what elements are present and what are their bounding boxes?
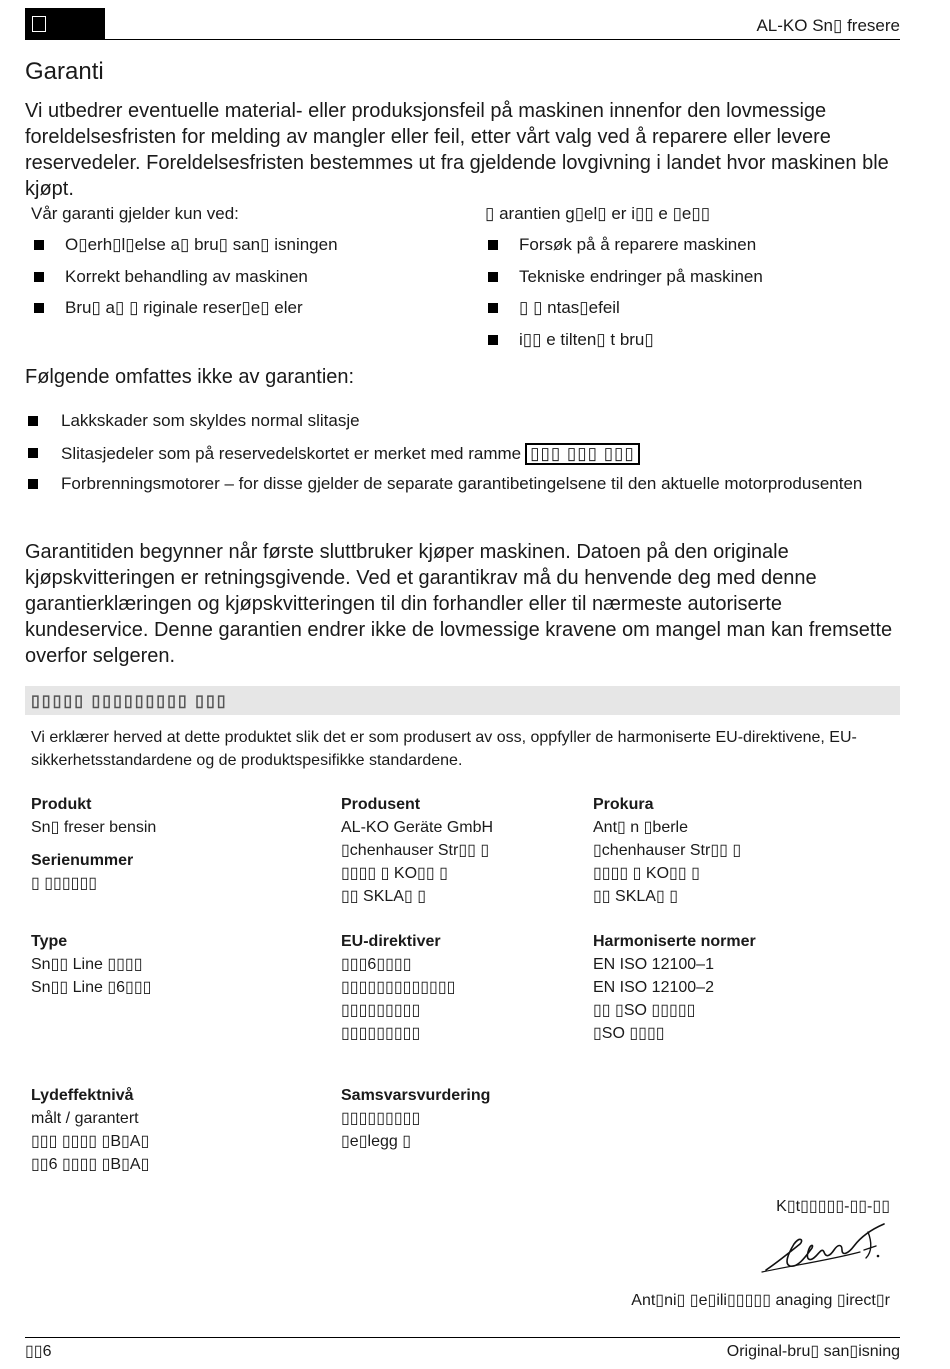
serial-value: ▯ ▯▯▯▯▯▯	[31, 875, 98, 892]
assessment-line: ▯▯▯▯▯▯▯▯▯	[341, 1110, 421, 1127]
list-item: Lakkskader som skyldes normal slitasje	[27, 411, 907, 443]
assessment-block	[341, 1084, 490, 1153]
conformity-title: ▯▯▯▯▯ ▯▯▯▯▯▯▯▯▯ ▯▯▯	[31, 693, 228, 710]
signer-name: Ant▯ni▯ ▯e▯ili▯▯▯▯▯ anaging ▯irect▯r	[631, 1292, 890, 1309]
manufacturer-line: ▯▯ SKLA▯ ▯	[341, 888, 427, 905]
signature-image	[760, 1222, 890, 1277]
conformity-title-bar	[25, 686, 900, 715]
exclusions-list	[27, 411, 907, 506]
list-item: Korrekt behandling av maskinen	[33, 267, 463, 299]
guarantee-void-list	[487, 235, 907, 361]
bullet-icon	[488, 240, 498, 250]
bullet-icon	[28, 448, 38, 458]
sound-line: ▯▯▯ ▯▯▯▯ ▯B▯A▯	[31, 1133, 150, 1150]
warranty-start-paragraph: Garantitiden begynner når første sluttbruker kjøper maskinen. Datoen på den originale kjøpskvitteringen er retningsgivende. Ved et garantikrav må du henvende deg med denne garantierklæringen og kjøpskvitteringen til din forhandler eller til nærmeste autoriserte kundeservice. Denne garantien endrer ikke de lovmessige kravene om mangel man kan fremsette overfor selgeren.	[25, 541, 893, 667]
language-flag-icon	[32, 16, 46, 32]
guarantee-valid-list	[33, 235, 463, 330]
type-block	[31, 930, 151, 999]
sound-sublabel: målt / garantert	[31, 1110, 139, 1127]
list-item: Forbrenningsmotorer – for disse gjelder de separate garantibetingelsene til den aktuelle motorprodusenten	[27, 474, 907, 506]
bullet-icon	[34, 303, 44, 313]
assessment-label: Samsvarsvurdering	[341, 1087, 491, 1104]
type-line: Sn▯▯ Line ▯6▯▯▯	[31, 979, 152, 996]
directive-line: ▯▯▯▯▯▯▯▯▯	[341, 1002, 421, 1019]
bullet-icon	[488, 272, 498, 282]
manufacturer-line: ▯▯▯▯ ▯ KO▯▯ ▯	[341, 865, 448, 882]
type-label: Type	[31, 933, 68, 950]
list-item: Tekniske endringer på maskinen	[487, 267, 907, 299]
section-title: Garanti	[25, 58, 104, 85]
directive-line: ▯▯▯▯▯▯▯▯▯	[341, 1025, 421, 1042]
header-divider	[25, 39, 900, 40]
serial-label: Serienummer	[31, 852, 134, 869]
prokura-block	[593, 793, 741, 908]
list-item: Forsøk på å reparere maskinen	[487, 235, 907, 267]
list-item: ▯ ▯ ntas▯efeil	[487, 298, 907, 330]
prokura-label: Prokura	[593, 796, 654, 813]
manufacturer-line: AL-KO Geräte GmbH	[341, 819, 494, 836]
bullet-icon	[34, 240, 44, 250]
prokura-line: ▯chenhauser Str▯▯ ▯	[593, 842, 742, 859]
list-item: i▯▯ e tilten▯ t bru▯	[487, 330, 907, 362]
sound-label: Lydeffektnivå	[31, 1087, 134, 1104]
bullet-icon	[28, 416, 38, 426]
header-brand-title: AL-KO Sn▯ fresere	[756, 16, 900, 35]
product-value: Sn▯ freser bensin	[31, 819, 157, 836]
norm-line: EN ISO 12100–1	[593, 956, 714, 973]
bullet-icon	[488, 303, 498, 313]
sound-block	[31, 1084, 149, 1176]
norms-label: Harmoniserte normer	[593, 933, 756, 950]
intro-paragraph: Vi utbedrer eventuelle material- eller produksjonsfeil på maskinen innenfor den lovmessige foreldelsesfristen for melding av mangler eller feil, etter vårt valg ved å reparere eller levere reservedeler. Foreldelsesfristen bestemmes ut fra gjeldende lovgivning i landet hvor maskinen ble kjøpt.	[25, 100, 889, 200]
manufacturer-label: Produsent	[341, 796, 421, 813]
list-item: Slitasjedeler som på reservedelskortet er merket med ramme ▯▯▯ ▯▯▯ ▯▯▯	[27, 443, 907, 475]
bullet-icon	[34, 272, 44, 282]
document-title: Original-bru▯ san▯isning	[726, 1343, 900, 1360]
guarantee-valid-heading: Vår garanti gjelder kun ved:	[31, 204, 239, 223]
exclusions-heading: Følgende omfattes ikke av garantien:	[25, 366, 355, 388]
footer-divider	[25, 1337, 900, 1338]
norm-line: EN ISO 12100–2	[593, 979, 714, 996]
directive-line: ▯▯▯6▯▯▯▯	[341, 956, 412, 973]
conformity-statement: Vi erklærer herved at dette produktet slik det er som produsert av oss, oppfyller de harmoniserte EU-direktivene, EU-sikkerhetsstandardene og de produktspesifikke standardene.	[31, 729, 857, 769]
manufacturer-block	[341, 793, 493, 908]
guarantee-void-heading: ▯ arantien g▯el▯ er i▯▯ e ▯e▯▯	[485, 204, 711, 223]
norm-line: ▯SO ▯▯▯▯	[593, 1025, 665, 1042]
prokura-line: Ant▯ n ▯berle	[593, 819, 688, 836]
frame-marker: ▯▯▯ ▯▯▯ ▯▯▯	[525, 443, 640, 465]
list-item: O▯erh▯l▯else a▯ bru▯ san▯ isningen	[33, 235, 463, 267]
type-line: Sn▯▯ Line ▯▯▯▯	[31, 956, 143, 973]
header-tab-marker	[25, 8, 105, 40]
norm-line: ▯▯ ▯SO ▯▯▯▯▯	[593, 1002, 696, 1019]
product-label: Produkt	[31, 796, 92, 813]
prokura-line: ▯▯ SKLA▯ ▯	[593, 888, 679, 905]
norms-block	[593, 930, 756, 1045]
bullet-icon	[28, 479, 38, 489]
page-number: ▯▯6	[25, 1343, 52, 1360]
bullet-icon	[488, 335, 498, 345]
list-item: Bru▯ a▯ ▯ riginale reser▯e▯ eler	[33, 298, 463, 330]
directives-block	[341, 930, 455, 1045]
assessment-line: ▯e▯legg ▯	[341, 1133, 412, 1150]
prokura-line: ▯▯▯▯ ▯ KO▯▯ ▯	[593, 865, 700, 882]
place-date: K▯t▯▯▯▯▯-▯▯-▯▯	[776, 1198, 890, 1215]
product-block	[31, 793, 156, 895]
directive-line: ▯▯▯▯▯▯▯▯▯▯▯▯▯	[341, 979, 456, 996]
manufacturer-line: ▯chenhauser Str▯▯ ▯	[341, 842, 490, 859]
directives-label: EU-direktiver	[341, 933, 441, 950]
sound-line: ▯▯6 ▯▯▯▯ ▯B▯A▯	[31, 1156, 150, 1173]
